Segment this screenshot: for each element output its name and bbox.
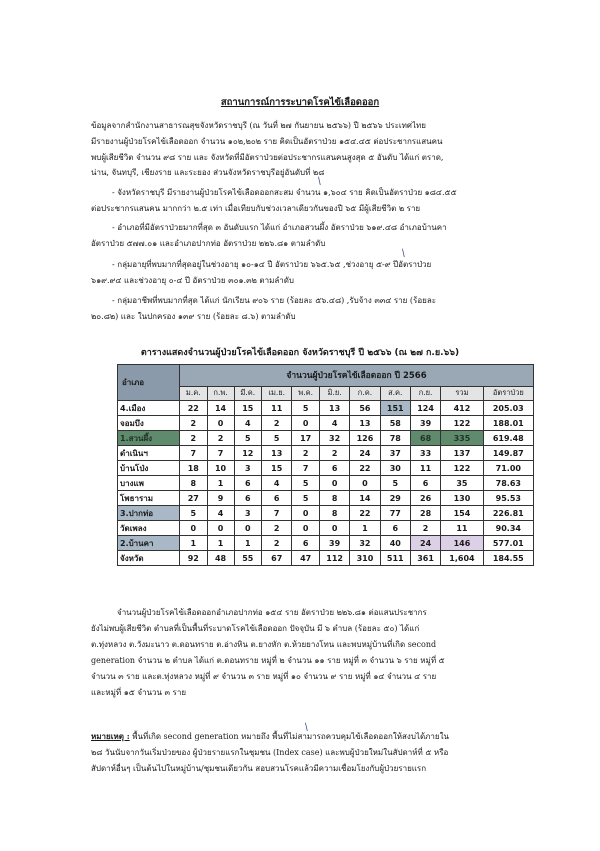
table-cell: 13 (350, 416, 380, 431)
table-cell: 6 (292, 536, 320, 551)
table-cell: 3 (234, 506, 262, 521)
table-cell: 619.48 (483, 431, 533, 446)
table-cell: 33 (410, 446, 440, 461)
table-cell: 137 (441, 446, 483, 461)
table-cell: 6 (234, 476, 262, 491)
paktho-line-6: และหมู่ที่ ๑๕ จำนวน ๓ ราย (91, 688, 187, 697)
table-cell: 67 (262, 551, 292, 566)
table-cell: 5 (234, 431, 262, 446)
table-cell: 7 (180, 446, 208, 461)
table-cell: 5 (292, 476, 320, 491)
table-cell: 130 (441, 491, 483, 506)
month-header: เม.ย. (262, 386, 292, 400)
header-cases-span: จำนวนผู้ป่วยโรคไข้เลือดออก ปี 2566 (180, 365, 534, 387)
table-cell: 11 (410, 461, 440, 476)
table-cell: 7 (262, 506, 292, 521)
table-cell: 8 (319, 491, 349, 506)
table-total-row (118, 551, 534, 566)
month-header: ส.ค. (380, 386, 410, 400)
table-cell: 511 (380, 551, 410, 566)
bullet-2-line-1: - อำเภอที่มีอัตราป่วยมากที่สุด ๓ อันดับแรก ได้แก่ อำเภอสวนผึ้ง อัตราป่วย ๖๑๙.๔๘ อำเภอบ้านคา (112, 223, 447, 232)
table-cell: 5 (292, 401, 320, 416)
table-cell: 56 (350, 401, 380, 416)
month-header: มี.ค. (234, 386, 262, 400)
header-amphoe: อำเภอ (118, 365, 180, 401)
month-header: ก.ย. (410, 386, 440, 400)
table-cell: 2 (262, 521, 292, 536)
bullet-4-line-1: - กลุ่มอาชีพที่พบมากที่สุด ได้แก่ นักเรียน ๙๐๖ ราย (ร้อยละ ๕๖.๔๘) ,รับจ้าง ๓๓๔ ราย (ร้อยละ (112, 296, 437, 305)
table-cell: 78 (380, 431, 410, 446)
table-cell: 22 (350, 461, 380, 476)
table-cell: 22 (350, 506, 380, 521)
table-row (118, 401, 534, 416)
pen-check-mark-2: / (399, 247, 408, 260)
table-cell: 24 (410, 536, 440, 551)
table-cell: 15 (262, 461, 292, 476)
table-cell: 5 (292, 491, 320, 506)
bullet-3-line-2: ๖๑๙.๙๔ และช่วงอายุ ๐-๔ ปี อัตราป่วย ๓๐๑.๓๒ ตามลำดับ (91, 276, 295, 285)
table-cell: 35 (441, 476, 483, 491)
table-cell: 0 (180, 521, 208, 536)
table-cell: 78.63 (483, 476, 533, 491)
table-cell: 0 (319, 521, 349, 536)
table-cell: 2 (262, 536, 292, 551)
paktho-line-3: ต.ทุ่งหลวง ต.วังมะนาว ต.ดอนทราย ต.อ่างหิน ต.ยางหัก ต.ห้วยยางโทน และพบหมู่บ้านที่เกิด second (91, 640, 437, 649)
bullet-1-line-1: - จังหวัดราชบุรี มีรายงานผู้ป่วยโรคไข้เลือดออกสะสม จำนวน ๑,๖๐๔ ราย คิดเป็นอัตราป่วย ๑๘๔.๕๕ (112, 188, 457, 197)
month-header: อัตราป่วย (483, 386, 533, 400)
table-cell: 0 (350, 476, 380, 491)
table-cell: 39 (319, 536, 349, 551)
paktho-line-1: จำนวนผู้ป่วยโรคไข้เลือดออกอำเภอปากท่อ ๑๕๔ ราย อัตราป่วย ๒๒๖.๘๑ ต่อแสนประชากร (117, 608, 427, 617)
amphoe-name-cell: 4.เมือง (118, 401, 180, 416)
bullet-2-line-2: อัตราป่วย ๕๗๗.๐๑ และอำเภอปากท่อ อัตราป่วย ๒๒๖.๘๑ ตามลำดับ (91, 239, 326, 248)
note-label: หมายเหตุ : (91, 731, 130, 741)
table-cell: 7 (292, 461, 320, 476)
table-cell: 10 (207, 461, 234, 476)
table-cell: 92 (180, 551, 208, 566)
table-cell: 6 (380, 521, 410, 536)
paktho-line-4: generation จำนวน ๒ ตำบล ได้แก่ ต.ดอนทราย หมู่ที่ ๒ จำนวน ๑๑ ราย หมู่ที่ ๓ จำนวน ๖ ราย หมู่ที่ ๕ (91, 656, 445, 665)
table-cell: 22 (180, 401, 208, 416)
table-cell: 58 (380, 416, 410, 431)
table-cell: 55 (234, 551, 262, 566)
table-cell: 77 (380, 506, 410, 521)
note-line-2: ๒๘ วันนับจากวันเริ่มป่วยของ ผู้ป่วยรายแรกในชุมชน (Index case) และพบผู้ป่วยใหม่ในสัปดาห์ที่ ๕ หรือ (91, 748, 449, 757)
month-header: มิ.ย. (319, 386, 349, 400)
table-cell: 205.03 (483, 401, 533, 416)
table-cell: 1 (180, 536, 208, 551)
table-cell: 39 (410, 416, 440, 431)
month-header: ก.ค. (350, 386, 380, 400)
intro-line-3: พบผู้เสียชีวิต จำนวน ๙๘ ราย และ จังหวัดที่มีอัตราป่วยต่อประชากรแสนคนสูงสุด ๕ อันดับ ได้แก่ ตราด, (91, 153, 444, 162)
table-cell: 122 (441, 461, 483, 476)
table-cell: 0 (292, 521, 320, 536)
table-cell: 0 (319, 476, 349, 491)
table-cell: 2 (319, 446, 349, 461)
month-header: ก.พ. (207, 386, 234, 400)
table-cell: 226.81 (483, 506, 533, 521)
table-title: ตารางแสดงจำนวนผู้ป่วยโรคไข้เลือดออก จังหวัดราชบุรี ปี ๒๕๖๖ (ณ ๒๗ ก.ย.๖๖) (140, 348, 460, 358)
amphoe-name-cell: บ้านโป่ง (118, 461, 180, 476)
table-cell: 48 (207, 551, 234, 566)
table-cell: 71.00 (483, 461, 533, 476)
paktho-line-2: ยังไม่พบผู้เสียชีวิต ตำบลที่เป็นพื้นที่ระบาดโรคไข้เลือดออก ปัจจุบัน มี ๖ ตำบล (ร้อยละ ๕๐) ได้แก่ (91, 624, 420, 633)
table-cell: 11 (441, 521, 483, 536)
table-cell: 12 (234, 446, 262, 461)
table-cell: 5 (180, 506, 208, 521)
table-cell: 26 (410, 491, 440, 506)
table-cell: 335 (441, 431, 483, 446)
table-cell: 27 (180, 491, 208, 506)
table-row (118, 476, 534, 491)
table-cell: 7 (207, 446, 234, 461)
table-cell: 15 (234, 401, 262, 416)
table-row (118, 416, 534, 431)
table-cell: 40 (380, 536, 410, 551)
table-cell: 4 (234, 416, 262, 431)
table-cell: 2 (207, 431, 234, 446)
table-cell: 0 (234, 521, 262, 536)
table-cell: 126 (350, 431, 380, 446)
amphoe-name-cell: 2.บ้านคา (118, 536, 180, 551)
table-cell: 4 (319, 416, 349, 431)
table-row (118, 521, 534, 536)
amphoe-name-cell: ดำเนินฯ (118, 446, 180, 461)
table-cell: 577.01 (483, 536, 533, 551)
header-months-row (118, 386, 534, 400)
intro-line-1: ข้อมูลจากสำนักงานสาธารณสุขจังหวัดราชบุรี (ณ วันที่ ๒๗ กันยายน ๒๕๖๖) ปี ๒๕๖๖ ประเทศไทย (91, 121, 426, 130)
table-row (118, 446, 534, 461)
table-cell: 14 (350, 491, 380, 506)
note-line-3: สัปดาห์อื่นๆ เป็นต้นไปในหมู่บ้าน/ชุมชนเดียวกัน สอบสวนโรคแล้วมีความเชื่อมโยงกับผู้ป่วยรายแรก (91, 764, 427, 773)
table-cell: 90.34 (483, 521, 533, 536)
table-cell: 149.87 (483, 446, 533, 461)
note-line-1 (91, 729, 449, 745)
table-cell: 68 (410, 431, 440, 446)
table-cell: 124 (410, 401, 440, 416)
table-cell: 1,604 (441, 551, 483, 566)
table-cell: 2 (262, 416, 292, 431)
table-row (118, 536, 534, 551)
pen-check-mark-3: / (302, 721, 311, 734)
table-cell: 9 (207, 491, 234, 506)
amphoe-name-cell: 3.ปากท่อ (118, 506, 180, 521)
table-cell: 151 (380, 401, 410, 416)
table-cell: 37 (380, 446, 410, 461)
table-cell: 0 (207, 416, 234, 431)
table-cell: 4 (262, 476, 292, 491)
pen-check-mark-1: / (315, 175, 324, 188)
table-cell: 30 (380, 461, 410, 476)
table-cell: 2 (410, 521, 440, 536)
bullet-4-line-2: ๒๐.๘๒) และ ในปกครอง ๑๓๙ ราย (ร้อยละ ๘.๖) ตามลำดับ (91, 312, 296, 321)
amphoe-name-cell: โพธาราม (118, 491, 180, 506)
table-cell: 0 (292, 416, 320, 431)
table-cell: 6 (319, 461, 349, 476)
table-cell: 0 (207, 521, 234, 536)
dengue-cases-table (117, 364, 534, 566)
table-cell: 13 (262, 446, 292, 461)
table-cell: 32 (350, 536, 380, 551)
table-cell: 8 (319, 506, 349, 521)
table-cell: 17 (292, 431, 320, 446)
amphoe-name-cell: 1.สวนผึ้ง (118, 431, 180, 446)
table-cell: 47 (292, 551, 320, 566)
table-cell: 95.53 (483, 491, 533, 506)
table-cell: 184.55 (483, 551, 533, 566)
bullet-3-line-1: - กลุ่มอายุที่พบมากที่สุดอยู่ในช่วงอายุ ๑๐-๑๔ ปี อัตราป่วย ๖๖๕.๖๕ ,ช่วงอายุ ๕-๙ ปีอัตราป่วย (112, 260, 432, 269)
table-cell: 8 (180, 476, 208, 491)
table-cell: 2 (180, 416, 208, 431)
table-cell: 0 (292, 506, 320, 521)
amphoe-name-cell: บางแพ (118, 476, 180, 491)
table-cell: 2 (292, 446, 320, 461)
table-cell: 18 (180, 461, 208, 476)
table-cell: 5 (380, 476, 410, 491)
table-cell: 146 (441, 536, 483, 551)
intro-line-4: น่าน, จันทบุรี, เชียงราย และระยอง ส่วนจังหวัดราชบุรีอยู่อันดับที่ ๒๘ (91, 168, 325, 177)
table-cell: 11 (262, 401, 292, 416)
document-title: สถานการณ์การระบาดโรคไข้เลือดออก (220, 97, 380, 108)
table-cell: 4 (207, 506, 234, 521)
table-cell: 5 (262, 431, 292, 446)
table-cell: 310 (350, 551, 380, 566)
month-header: รวม (441, 386, 483, 400)
table-cell: 28 (410, 506, 440, 521)
table-row (118, 431, 534, 446)
table-cell: 24 (350, 446, 380, 461)
table-cell: 32 (319, 431, 349, 446)
table-cell: 1 (207, 476, 234, 491)
note-text-1: พื้นที่เกิด second generation หมายถึง พื้นที่ไม่สามารถควบคุมไข้เลือดออกให้สงบได้ภายใน (132, 732, 449, 741)
table-cell: 361 (410, 551, 440, 566)
table-cell: 1 (234, 536, 262, 551)
intro-line-2: มีรายงานผู้ป่วยโรคไข้เลือดออก จำนวน ๑๐๒,๒๐๒ ราย คิดเป็นอัตราป่วย ๑๕๔.๔๕ ต่อประชากรแสนคน (91, 137, 443, 146)
paktho-line-5: จำนวน ๓ ราย และต.ทุ่งหลวง หมู่ที่ ๙ จำนวน ๓ ราย หมู่ที่ ๑๐ จำนวน ๙ ราย หมู่ที่ ๑๔ จำนวน ๔ ราย (91, 672, 437, 681)
table-cell: 112 (319, 551, 349, 566)
table-cell: 122 (441, 416, 483, 431)
table-cell: 154 (441, 506, 483, 521)
table-cell: 3 (234, 461, 262, 476)
amphoe-name-cell: จอมบึง (118, 416, 180, 431)
table-cell: 1 (207, 536, 234, 551)
month-header: ม.ค. (180, 386, 208, 400)
bullet-1-line-2: ต่อประชากรแสนคน มากกว่า ๒.๕ เท่า เมื่อเทียบกับช่วงเวลาเดียวกันของปี ๖๕ มีผู้เสียชีวิต ๒ ราย (91, 204, 421, 213)
table-cell: 6 (262, 491, 292, 506)
table-row (118, 461, 534, 476)
month-header: พ.ค. (292, 386, 320, 400)
table-body (118, 401, 534, 566)
table-row (118, 506, 534, 521)
table-cell: 188.01 (483, 416, 533, 431)
table-cell: 412 (441, 401, 483, 416)
table-cell: 6 (410, 476, 440, 491)
amphoe-name-cell: จังหวัด (118, 551, 180, 566)
table-cell: 1 (350, 521, 380, 536)
table-row (118, 491, 534, 506)
table-cell: 13 (319, 401, 349, 416)
table-cell: 29 (380, 491, 410, 506)
table-cell: 14 (207, 401, 234, 416)
amphoe-name-cell: วัดเพลง (118, 521, 180, 536)
table-cell: 2 (180, 431, 208, 446)
table-cell: 6 (234, 491, 262, 506)
